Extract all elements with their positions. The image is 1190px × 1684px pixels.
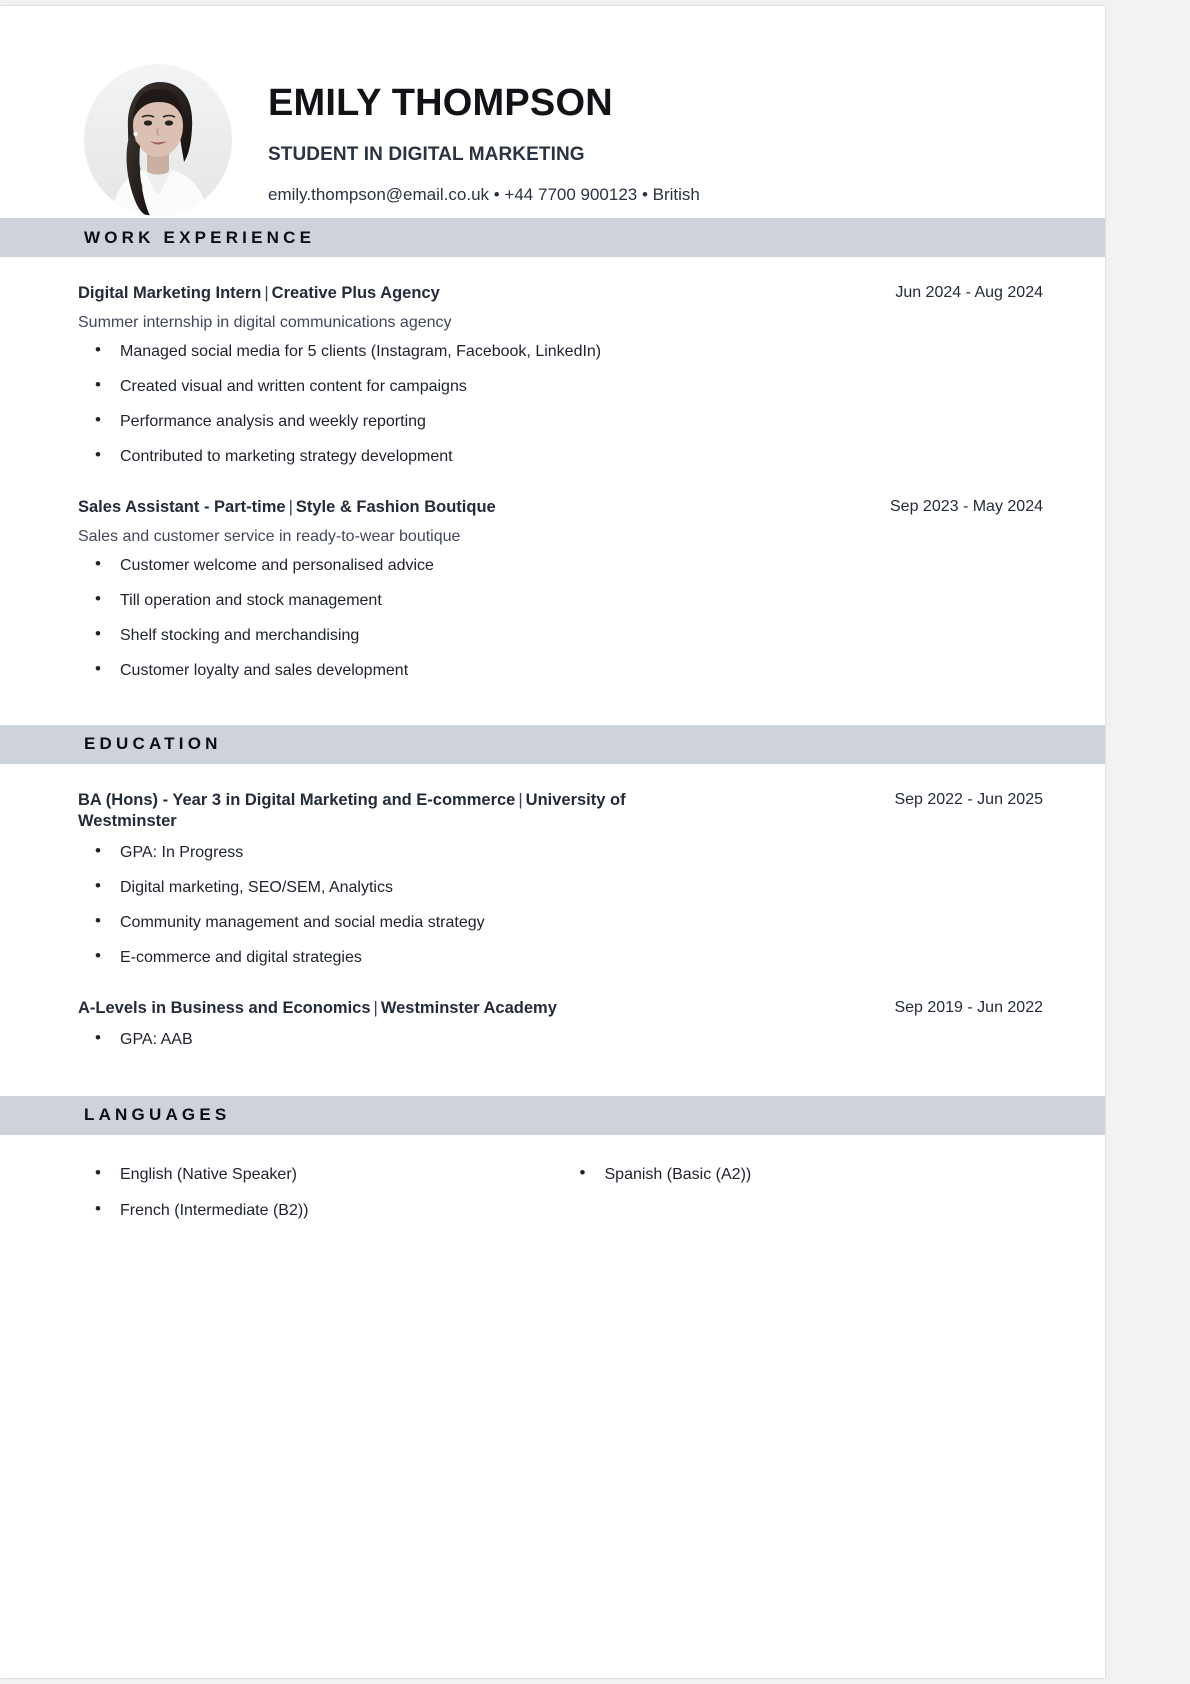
entry-bullet-list: [78, 342, 1043, 467]
entry-summary: Sales and customer service in ready-to-wear boutique: [78, 527, 461, 545]
portrait-photo-icon: [84, 64, 232, 216]
avatar: [84, 64, 232, 216]
section-header-languages: [0, 1096, 1105, 1135]
entry-summary: Summer internship in digital communications agency: [78, 313, 452, 331]
experience-entry: [78, 257, 1043, 467]
list-item: • French (Intermediate (B2)): [78, 1201, 561, 1221]
contact-line: emily.thompson@email.co.uk • +44 7700 900123 • British: [268, 184, 700, 204]
list-item: • Contributed to marketing strategy development: [78, 447, 1043, 467]
experience-entry: [78, 467, 1043, 681]
section-header-education: [0, 725, 1105, 764]
entry-role: Digital Marketing Intern: [78, 284, 262, 302]
languages-grid: [78, 1135, 1043, 1221]
language-list: [561, 1165, 1044, 1185]
title-separator: |: [518, 790, 523, 809]
list-item: • GPA: In Progress: [78, 843, 1043, 863]
list-item: • Spanish (Basic (A2)): [561, 1165, 1044, 1185]
list-item: • English (Native Speaker): [78, 1165, 561, 1185]
list-item: • Customer loyalty and sales development: [78, 661, 1043, 681]
section-title: LANGUAGES: [84, 1105, 231, 1125]
entry-organisation: University of Westminster: [78, 790, 626, 831]
education-entry: [78, 968, 1043, 1050]
section-spacer: [0, 1050, 1105, 1096]
page-title: EMILY THOMPSON: [268, 82, 613, 124]
entry-header: [78, 283, 1043, 305]
section-title: EDUCATION: [84, 734, 222, 754]
resume-page: [0, 6, 1105, 1678]
entry-title: [78, 283, 440, 305]
resume-header: [0, 6, 1105, 218]
entry-organisation: Creative Plus Agency: [271, 284, 440, 302]
list-item: • Performance analysis and weekly reporting: [78, 412, 1043, 432]
header-text-block: [268, 64, 700, 205]
list-item: • Shelf stocking and merchandising: [78, 626, 1043, 646]
list-item: • E-commerce and digital strategies: [78, 948, 1043, 968]
title-separator: |: [264, 284, 269, 302]
list-item: • GPA: AAB: [78, 1030, 1043, 1050]
entry-title: [78, 998, 557, 1020]
section-header-work-experience: [0, 218, 1105, 257]
entry-role: Sales Assistant - Part-time: [78, 497, 286, 516]
entry-header: [78, 998, 1043, 1020]
list-item: • Managed social media for 5 clients (Instagram, Facebook, LinkedIn): [78, 342, 1043, 362]
entry-organisation: Style & Fashion Boutique: [295, 497, 496, 516]
entry-role: BA (Hons) - Year 3 in Digital Marketing and E-commerce: [78, 790, 516, 809]
professional-title: STUDENT IN DIGITAL MARKETING: [268, 143, 585, 165]
entry-date: Sep 2023 - May 2024: [890, 497, 1043, 515]
section-body-work-experience: [0, 257, 1105, 681]
entry-bullet-list: [78, 1030, 1043, 1050]
education-entry: [78, 764, 1043, 969]
entry-date: Jun 2024 - Aug 2024: [895, 284, 1043, 301]
entry-header: [78, 790, 1043, 834]
section-spacer: [0, 681, 1105, 725]
language-list: [78, 1165, 561, 1221]
list-item: • Digital marketing, SEO/SEM, Analytics: [78, 878, 1043, 898]
entry-date: Sep 2019 - Jun 2022: [894, 999, 1043, 1017]
title-separator: |: [373, 999, 378, 1018]
list-item: • Created visual and written content for campaigns: [78, 377, 1043, 397]
entry-title: [78, 790, 723, 834]
entry-role: A-Levels in Business and Economics: [78, 999, 371, 1018]
list-item: • Till operation and stock management: [78, 591, 1043, 611]
section-body-education: [0, 764, 1105, 1050]
entry-title: [78, 497, 496, 519]
entry-bullet-list: [78, 843, 1043, 968]
languages-column-left: [78, 1157, 561, 1221]
list-item: • Customer welcome and personalised advice: [78, 556, 1043, 576]
entry-date: Sep 2022 - Jun 2025: [894, 790, 1043, 808]
list-item: • Community management and social media strategy: [78, 913, 1043, 933]
entry-organisation: Westminster Academy: [380, 999, 557, 1018]
entry-bullet-list: [78, 556, 1043, 681]
languages-column-right: [561, 1157, 1044, 1221]
entry-header: [78, 497, 1043, 519]
section-body-languages: [0, 1135, 1105, 1221]
section-title: WORK EXPERIENCE: [84, 227, 316, 247]
title-separator: |: [288, 497, 293, 516]
